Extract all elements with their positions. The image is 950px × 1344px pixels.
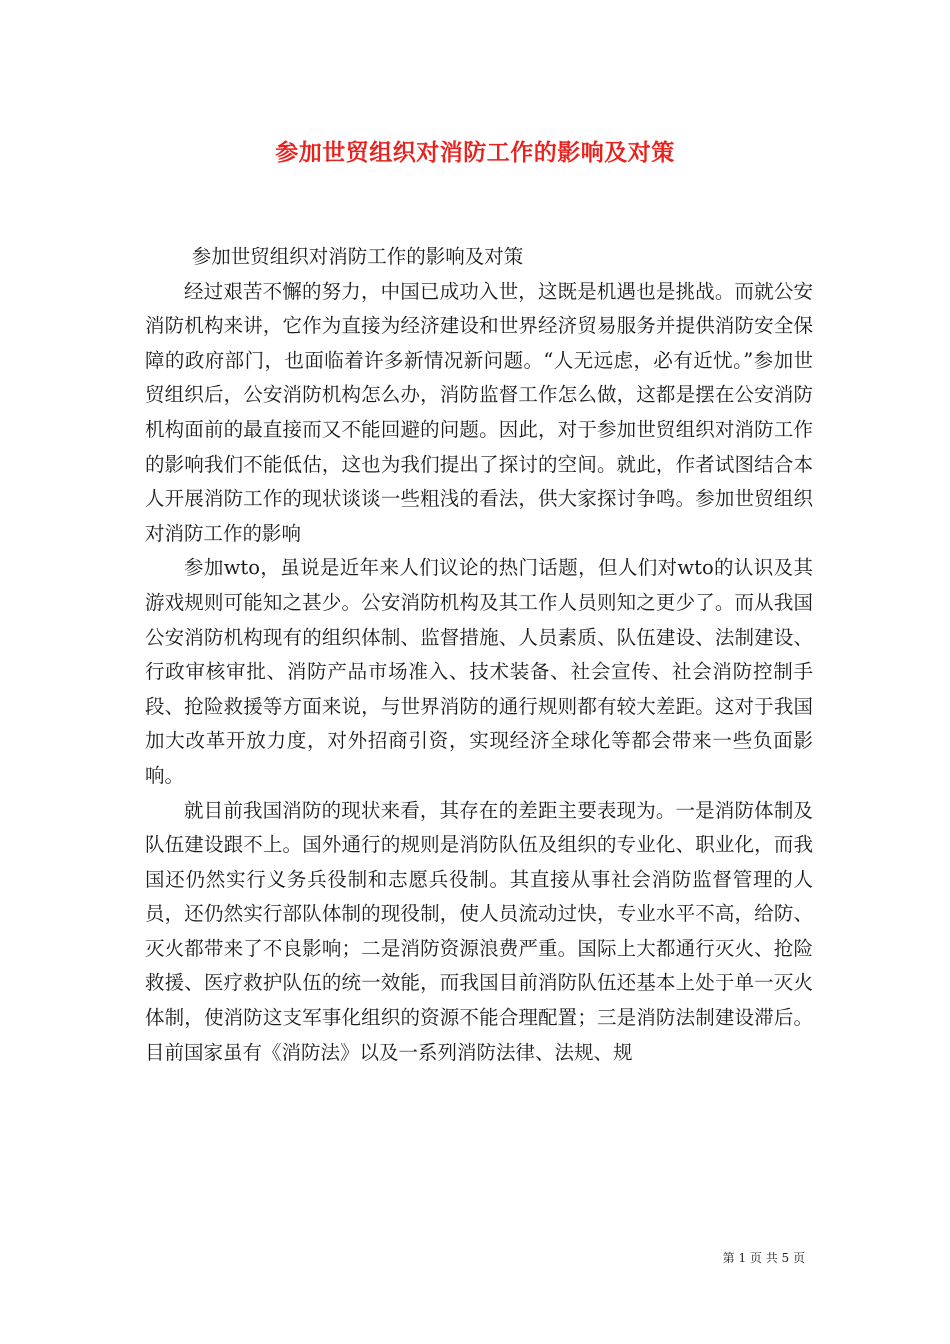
page-number: 第 1 页 共 5 页 xyxy=(722,1251,805,1265)
document-title: 参加世贸组织对消防工作的影响及对策 xyxy=(275,139,675,166)
paragraph: 参加wto，虽说是近年来人们议论的热门话题，但人们对wto的认识及其游戏规则可能知之甚少。公安消防机构及其工作人员则知之更少了。而从我国公安消防机构现有的组织体制、监督措施、人员素质、队伍建设、法制建设、行政审核审批、消防产品市场准入、技术装备、社会宣传、社会消防控制手段、抢险救援等方面来说，与世界消防的通行规则都有较大差距。这对于我国加大改革开放力度，对外招商引资，实现经济全球化等都会带来一些负面影响。 xyxy=(145,556,813,787)
document-body xyxy=(145,240,813,1070)
paragraph-subheading: 参加世贸组织对消防工作的影响及对策 xyxy=(191,245,524,268)
paragraph: 经过艰苦不懈的努力，中国已成功入世，这既是机遇也是挑战。而就公安消防机构来讲，它作为直接为经济建设和世界经济贸易服务并提供消防安全保障的政府部门，也面临着许多新情况新问题。“人无远虑，必有近忧。”参加世贸组织后，公安消防机构怎么办，消防监督工作怎么做，这都是摆在公安消防机构面前的最直接而又不能回避的问题。因此，对于参加世贸组织对消防工作的影响我们不能低估，这也为我们提出了探讨的空间。就此，作者试图结合本人开展消防工作的现状谈谈一些粗浅的看法，供大家探讨争鸣。参加世贸组织对消防工作的影响 xyxy=(145,279,813,545)
paragraph: 就目前我国消防的现状来看，其存在的差距主要表现为。一是消防体制及队伍建设跟不上。国外通行的规则是消防队伍及组织的专业化、职业化，而我国还仍然实行义务兵役制和志愿兵役制。其直接从事社会消防监督管理的人员，还仍然实行部队体制的现役制，使人员流动过快，专业水平不高，给防、灭火都带来了不良影响；二是消防资源浪费严重。国际上大都通行灭火、抢险救援、医疗救护队伍的统一效能，而我国目前消防队伍还基本上处于单一灭火体制，使消防这支军事化组织的资源不能合理配置；三是消防法制建设滞后。目前国家虽有《消防法》以及一系列消防法律、法规、规 xyxy=(145,798,813,1064)
